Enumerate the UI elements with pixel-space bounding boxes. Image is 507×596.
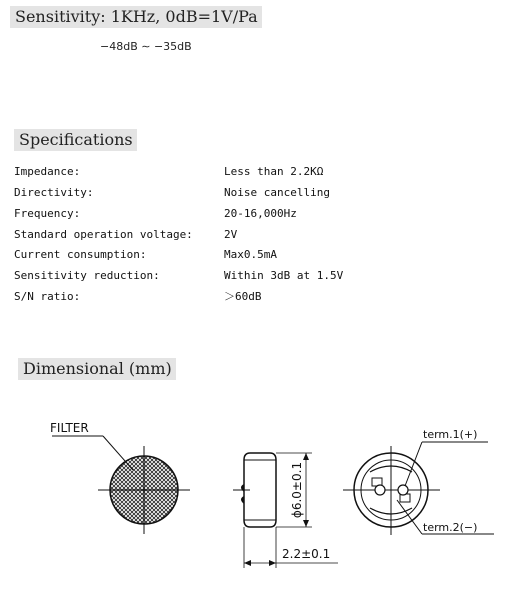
spec-row-directivity: [14, 183, 494, 203]
spec-value: 20-16,000Hz: [224, 207, 297, 220]
spec-label: Directivity:: [14, 186, 94, 199]
dimensional-heading: Dimensional (mm): [18, 358, 176, 380]
spec-label: Frequency:: [14, 207, 81, 220]
spec-label: Current consumption:: [14, 248, 147, 261]
spec-row-voltage: [14, 225, 494, 245]
front-view: [52, 436, 190, 534]
spec-value: Noise cancelling: [224, 186, 330, 199]
spec-value: 2V: [224, 228, 238, 241]
spec-label: Standard operation voltage:: [14, 228, 193, 241]
sensitivity-range: −48dB ∼ −35dB: [100, 40, 192, 53]
spec-row-frequency: [14, 204, 494, 224]
spec-value: Less than 2.2KΩ: [224, 165, 324, 178]
spec-row-impedance: [14, 162, 494, 182]
thickness-label: 2.2±0.1: [282, 547, 331, 561]
spec-row-sn-ratio: [14, 287, 494, 307]
spec-row-current: [14, 245, 494, 265]
dimensional-drawing: [0, 386, 507, 596]
spec-value: ＞60dB: [224, 290, 262, 303]
specifications-heading: Specifications: [14, 129, 137, 151]
filter-label: FILTER: [50, 421, 89, 435]
spec-value: Within 3dB at 1.5V: [224, 269, 344, 282]
spec-label: Sensitivity reduction:: [14, 269, 160, 282]
spec-label: Impedance:: [14, 165, 81, 178]
spec-label: S/N ratio:: [14, 290, 81, 303]
spec-row-sensitivity-reduction: [14, 266, 494, 286]
sensitivity-heading: Sensitivity: 1KHz, 0dB=1V/Pa: [10, 6, 262, 28]
term1-label: term.1(+): [423, 428, 478, 441]
term2-label: term.2(−): [423, 521, 478, 534]
diameter-label: ϕ6.0±0.1: [290, 461, 304, 519]
spec-value: Max0.5mA: [224, 248, 277, 261]
